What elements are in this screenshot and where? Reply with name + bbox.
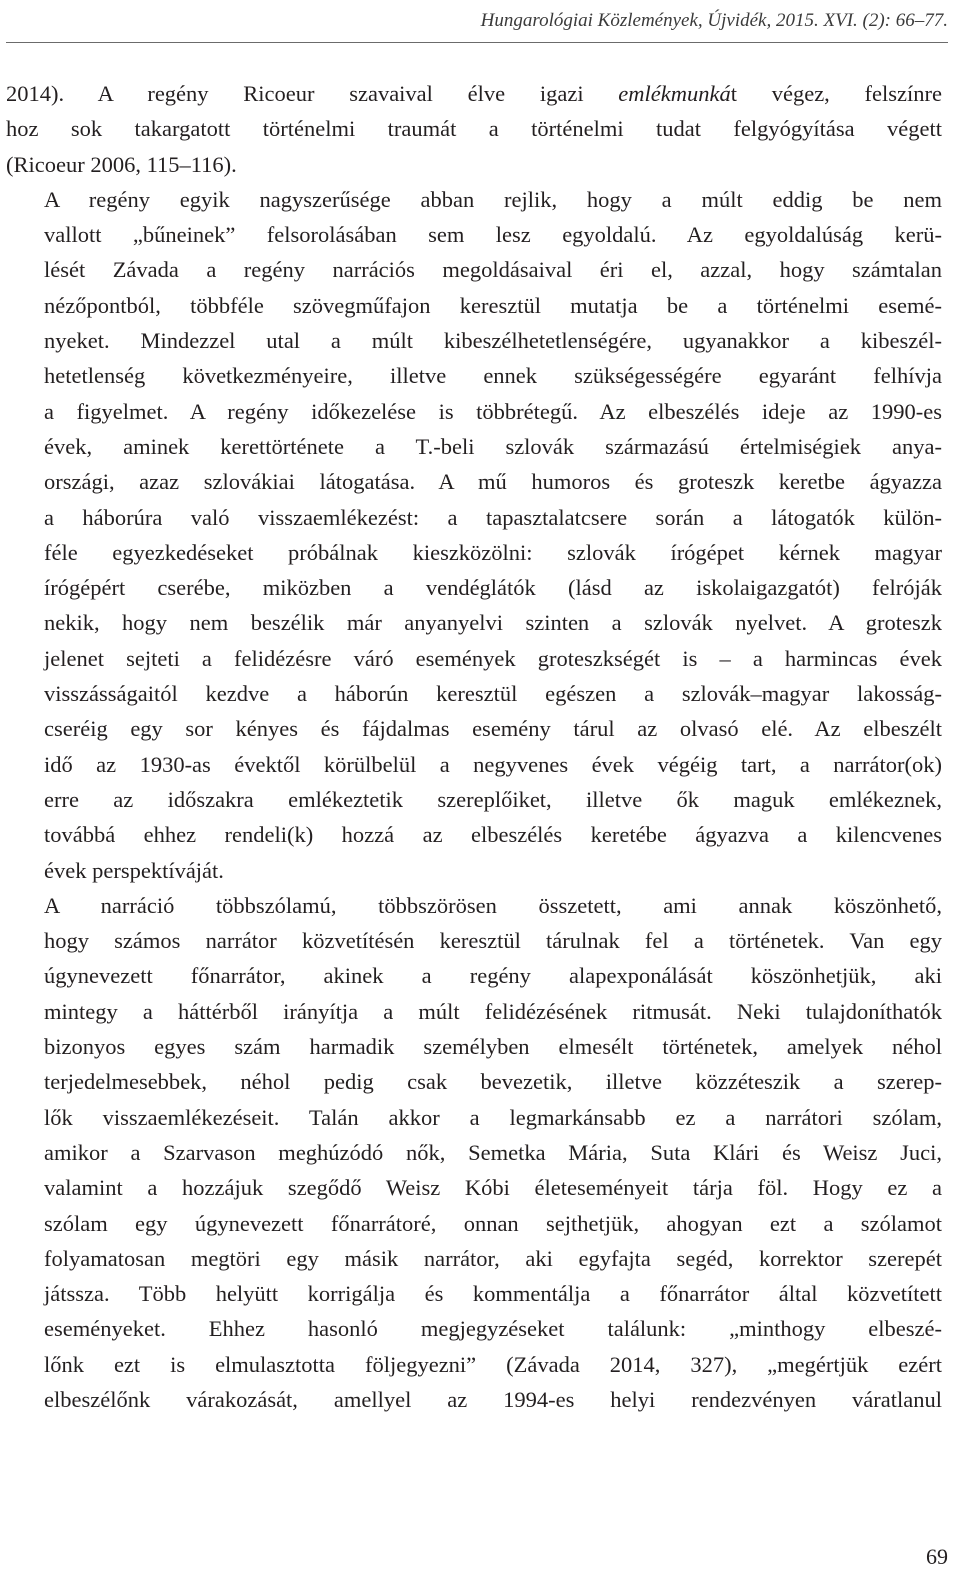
text-line: szólam egy úgynevezett főnarrátoré, onnan sejthetjük, ahogyan ezt a szólamot [44, 1210, 942, 1236]
text-line: nézőpontból, többféle szövegműfajon keresztül mutatja be a történelmi esemé- [44, 292, 942, 318]
text-line: valamint a hozzájuk szegődő Weisz Kóbi életeseményeit tárja föl. Hogy ez a [44, 1175, 942, 1201]
text-line: lők visszaemlékezéseit. Talán akkor a legmarkánsabb ez a narrátori szólam, [44, 1104, 942, 1130]
paragraph-3 [6, 888, 942, 1417]
text-line: hetetlenség következményeire, illetve ennek szükségességére egyaránt felhívja [44, 363, 942, 389]
text-line: lését Závada a regény narrációs megoldásaival éri el, azzal, hogy számtalan [44, 257, 942, 283]
paragraph-1 [6, 76, 942, 182]
text-line: lőnk ezt is elmulasztotta följegyezni” (Závada 2014, 327), „megértjük ezért [44, 1351, 942, 1377]
text-line: A regény egyik nagyszerűsége abban rejlik, hogy a múlt eddig be nem [44, 186, 942, 212]
text-line: A narráció többszólamú, többszörösen összetett, ami annak köszönhető, [44, 892, 942, 918]
text-line: terjedelmesebbek, néhol pedig csak bevezetik, illetve közzéteszik a szerep- [44, 1069, 942, 1095]
text-line: nekik, hogy nem beszélik már anyanyelvi szinten a szlovák nyelvet. A groteszk [44, 610, 942, 636]
text-line: a háborúra való visszaemlékezést: a tapasztalatcsere során a látogatók külön- [44, 504, 942, 530]
text-line: írógépért cserébe, miközben a vendéglátók (lásd az iskolaigazgatót) felróják [44, 575, 942, 601]
paragraph-2 [6, 182, 942, 888]
text-line: vallott „bűneinek” felsorolásában sem lesz egyoldalú. Az egyoldalúság kerü- [44, 222, 942, 248]
header-rule [6, 42, 948, 43]
text-line: mintegy a háttérből irányítja a múlt felidézésének ritmusát. Neki tulajdoníthatók [44, 998, 942, 1024]
text-line: hoz sok takargatott történelmi traumát a történelmi tudat felgyógyítása végett [6, 116, 942, 142]
text-line: visszásságaitól kezdve a háborún keresztül egészen a szlovák–magyar lakosság- [44, 681, 942, 707]
text-line: nyeket. Mindezzel utal a múlt kibeszélhetetlenségére, ugyanakkor a kibeszél- [44, 328, 942, 354]
text-line: idő az 1930-as évektől körülbelül a negyvenes évek végéig tart, a narrátor(ok) [44, 751, 942, 777]
text-line: erre az időszakra emlékeztetik szereplőiket, illetve ők maguk emlékeznek, [44, 786, 942, 812]
body-text [6, 76, 942, 1417]
text-line: jelenet sejteti a felidézésre váró események groteszkségét is – a harmincas évek [44, 645, 942, 671]
emphasized-word: emlékmunká [618, 81, 731, 106]
text-line: cseréig egy sor kényes és fájdalmas esemény tárul az olvasó elé. Az elbeszélt [44, 716, 942, 742]
text-line: továbbá ehhez rendeli(k) hozzá az elbeszélés keretébe ágyazva a kilencvenes [44, 822, 942, 848]
text-line: 2014). A regény Ricoeur szavaival élve igazi emlékmunkát végez, felszínre [6, 81, 942, 106]
text-line: bizonyos egyes szám harmadik személyben elmesélt történetek, amelyek néhol [44, 1034, 942, 1060]
text-line: országi, azaz szlovákiai látogatása. A mű humoros és groteszk keretbe ágyazza [44, 469, 942, 495]
text-line: évek, aminek kerettörténete a T.-beli szlovák származású értelmiségiek anya- [44, 433, 942, 459]
text-line: évek perspektíváját. [44, 857, 224, 883]
text-line: elbeszélőnk várakozását, amellyel az 1994-es helyi rendezvényen váratlanul [44, 1386, 942, 1412]
text-line: a figyelmet. A regény időkezelése is többrétegű. Az elbeszélés ideje az 1990-es [44, 398, 942, 424]
text-line: úgynevezett főnarrátor, akinek a regény alapexponálását köszönhetjük, aki [44, 963, 942, 989]
text-line: játssza. Több helyütt korrigálja és kommentálja a főnarrátor által közvetített [44, 1281, 942, 1307]
text-line: hogy számos narrátor közvetítésén keresztül tárulnak fel a történetek. Van egy [44, 928, 942, 954]
text-line: folyamatosan megtöri egy másik narrátor, aki egyfajta segéd, korrektor szerepét [44, 1245, 942, 1271]
page-number: 69 [926, 1544, 948, 1569]
text-line: amikor a Szarvason meghúzódó nők, Semetka Mária, Suta Klári és Weisz Juci, [44, 1139, 942, 1165]
text-line: féle egyezkedéseket próbálnak kieszközölni: szlovák írógépet kérnek magyar [44, 539, 942, 565]
running-header: Hungarológiai Közlemények, Újvidék, 2015. XVI. (2): 66–77. [480, 10, 948, 31]
text-line: (Ricoeur 2006, 115–116). [6, 151, 237, 177]
text-line: eseményeket. Ehhez hasonló megjegyzéseket találunk: „minthogy elbeszé- [44, 1316, 942, 1342]
